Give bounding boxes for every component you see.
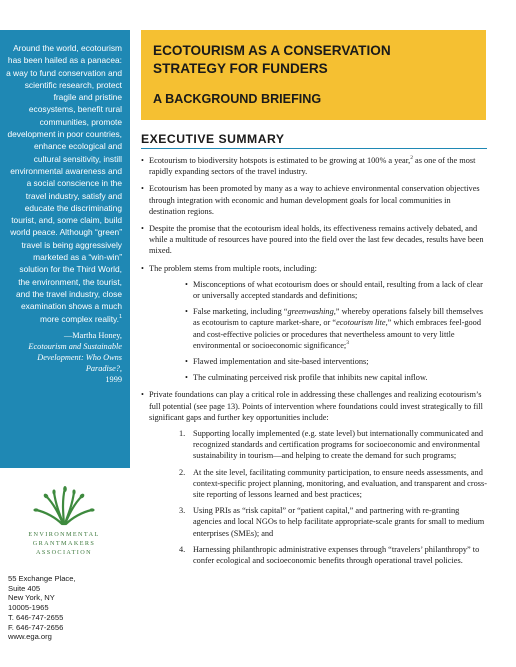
item-text: Harnessing philanthropic administrative expenses through “travelers’ philanthropy” to confer ecological and socioeconomic benefits through operational travel policies. [193,544,480,566]
address-street: 55 Exchange Place, [8,574,76,583]
sidebar [0,0,130,667]
item-text: Using PRIs as “risk capital” or “patient capital,” and partnering with re-granting agencies and local NGOs to help facilitate appropriate-scale grants for small to medium enterprises (SMEs); and [193,506,485,538]
item-number: 4. [179,544,186,554]
address-website-link[interactable]: www.ega.org [8,632,52,642]
contact-address [8,574,76,642]
logo-line-1: ENVIRONMENTAL [28,531,100,538]
quote-panel [0,30,130,468]
ega-logo [14,486,114,557]
list-item [141,263,487,384]
attribution-author: —Martha Honey, [64,330,122,340]
address-phone: T. 646-747-2655 [8,612,64,622]
footnote-marker: 3 [346,340,349,347]
emphasis: greenwashing [287,307,334,317]
item-number: 3. [179,506,186,516]
sub-list [149,279,487,384]
list-item: • Despite the promise that the ecotourism ideal holds, its effectiveness remains actively debated, and while a multitude of resources have poured into the field over the last few decades, results have been mixed. [141,223,487,257]
title-line-2: STRATEGY FOR FUNDERS [153,61,328,76]
numbered-item [179,428,487,462]
bullet-text: Ecotourism to biodiversity hotspots is estimated to be growing at 100% a year, [149,156,411,165]
sub-list-item [185,306,487,351]
title-banner [141,30,486,120]
address-suite: Suite 405 [8,583,41,593]
numbered-item [179,467,487,501]
section-heading: EXECUTIVE SUMMARY [141,132,487,149]
attribution-year: 1999 [105,374,122,384]
bullet-text: The problem stems from multiple roots, including: [149,263,317,273]
list-item [141,389,487,566]
item-number: 2. [179,467,186,477]
item-text: At the site level, facilitating community participation, to ensure needs assessments, and context-specific project planning, monitoring, and evaluation, and transparent and cross-site reporting of lessons learned and best practices; [193,467,487,500]
numbered-item [179,544,487,566]
quote-attribution [6,330,122,385]
sub-list-item: • The culminating perceived risk profile that inhibits new capital inflow. [185,372,487,383]
address-zip: 10005-1965 [8,603,49,613]
bullet-text-tail: as one of the most rapidly expanding sectors of the travel industry. [149,156,476,177]
address-fax: F. 646-747-2656 [8,622,64,632]
numbered-item [179,505,487,539]
list-item [141,155,487,177]
sub-text: ,” whereby operations falsely bill themselves as ecotourism to capture market-share, or “ [193,307,484,328]
sub-text: ,” which embraces feel-good and cost-effective policies or procedures that nevertheless amount to very little environmental or socioeconomic significance; [193,318,481,350]
sub-list-item: • Flawed implementation and site-based interventions; [185,356,487,367]
document-subtitle: A BACKGROUND BRIEFING [153,92,322,106]
footnote-marker: 2 [410,155,413,162]
address-city: New York, NY [8,593,55,603]
numbered-list [149,428,487,566]
logo-line-3: ASSOCIATION [36,549,92,556]
epigraph-quote [6,42,122,325]
main-content [141,132,487,572]
logo-wordmark [14,530,114,557]
footnote-marker: 1 [118,313,122,320]
document-title [153,42,476,78]
grass-tuft-icon [32,486,96,526]
sub-list-item: • Misconceptions of what ecotourism does or should entail, resulting from a lack of clear or universally accepted standards and definitions; [185,279,487,301]
item-number: 1. [179,429,186,439]
sub-text: False marketing, including “ [193,307,288,317]
bullet-text: Private foundations can play a critical role in addressing these challenges and realizing ecotourism’s full potential (see page 13). Points of intervention where foundations could invest strategically to fill significant gaps and further key opportunities include: [149,390,483,422]
logo-line-2: GRANTMAKERS [32,540,96,547]
attribution-source: Ecotourism and Sustainable Development: Who Owns Paradise?, [28,341,122,373]
epigraph-quote-text: Around the world, ecotourism has been hailed as a panacea: a way to fund conservation and scientific research, protect fragile and pristine ecosystems, benefit rural communities, promote development in poor countries, enhance ecological and cultural sensitivity, instill environmental awareness and a social conscience in the travel industry, satisfy and educate the discriminating tourist, and, some claim, build world peace. Although “green” travel is being aggressively marketed as a “win-win” solution for the Third World, the environment, the tourist, and the travel industry, close examination shows a much more complex reality. [6,43,122,324]
item-text: Supporting locally implemented (e.g. state level) but internationally communicated and recognized standards and certification programs for socioeconomic and environmental sustainability in tourism—and helping to create the demand for such programs; [193,429,484,461]
summary-list [141,155,487,566]
list-item: • Ecotourism has been promoted by many as a way to achieve environmental conservation objectives through integration with economic and human development goals for local communities in destination regions. [141,183,487,217]
emphasis: ecotourism lite [336,318,386,328]
title-line-1: ECOTOURISM AS A CONSERVATION [153,43,391,58]
